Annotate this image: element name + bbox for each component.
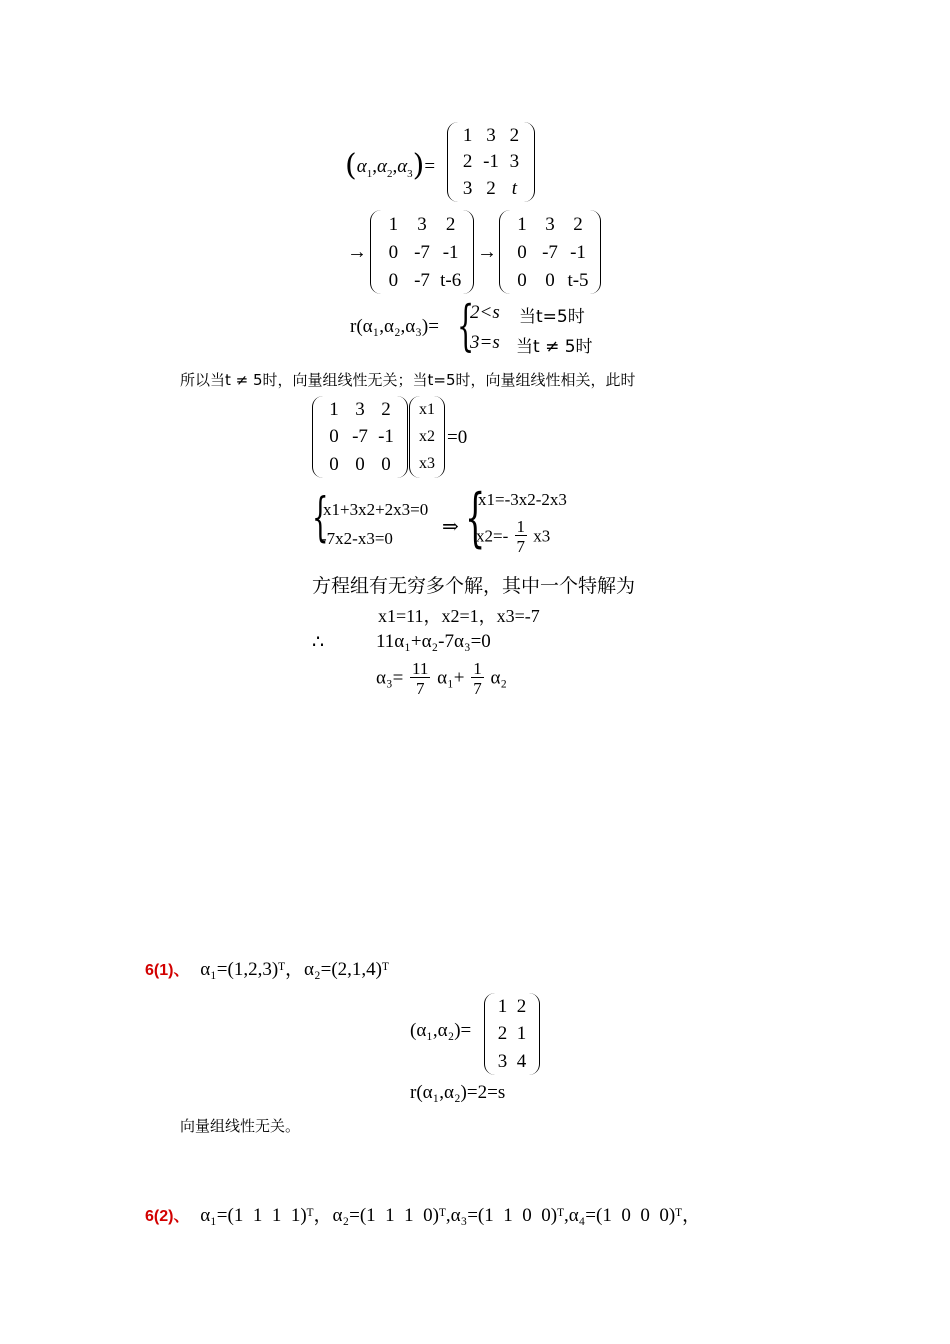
matrix-cell: -1 — [442, 241, 459, 263]
matrix-cell: 0 — [329, 426, 339, 448]
alpha3-end: α₂ — [490, 667, 508, 689]
alpha3-mid: α₁+ — [437, 667, 465, 689]
problem-separator: 、 — [173, 962, 190, 979]
matrix-cell: -1 — [570, 241, 586, 263]
conclusion-6-1: 向量组线性无关。 — [180, 1117, 301, 1135]
problem-given: α₁=(1,2,3)ᵀ，α₂=(2,1,4)ᵀ — [200, 959, 389, 980]
matrix-c — [499, 210, 601, 294]
rank-case-value: 2<s — [470, 302, 500, 323]
matrix-cell: 2 — [497, 1023, 508, 1045]
matrix-cell: -1 — [378, 426, 394, 448]
matrix-cell: 0 — [381, 453, 391, 475]
fraction — [515, 518, 528, 555]
matrix-cell: 2 — [462, 151, 473, 173]
fraction — [471, 660, 484, 697]
matrix-cell: 2 — [509, 124, 520, 146]
fraction-denominator: 7 — [516, 537, 525, 556]
implies-icon: ⇒ — [442, 516, 459, 538]
unknown-cell: x3 — [419, 455, 435, 473]
rank-case-condition: 当t=5时 — [519, 307, 585, 327]
brace-icon: { — [457, 294, 475, 357]
system-matrix — [312, 396, 408, 478]
matrix-cell: 0 — [545, 269, 555, 291]
brace-icon: { — [465, 481, 486, 555]
fraction-numerator: 1 — [516, 517, 525, 536]
unknown-vector — [409, 396, 445, 478]
matrix-cell: -7 — [542, 241, 558, 263]
rank-label: r(α₁,α₂,α₃)= — [350, 316, 439, 337]
matrix-cell: 0 — [355, 453, 365, 475]
matrix-cell: 3 — [486, 124, 496, 146]
solution-2 — [476, 518, 550, 555]
matrix-cell: -7 — [414, 269, 430, 291]
rank-case-condition: 当t ≠ 5时 — [516, 337, 593, 357]
matrix-a — [447, 122, 535, 202]
matrix-cell: 3 — [462, 178, 473, 200]
solution-1: x1=-3x2-2x3 — [478, 490, 567, 509]
matrix-cell: 3 — [509, 151, 520, 173]
matrix-cell: 0 — [517, 241, 527, 263]
arrow: → — [347, 241, 367, 263]
vector-tuple-label: $(\alpha_1,\alpha_2,\alpha_3)=$ — [345, 148, 436, 183]
solution-2-suffix: x3 — [533, 526, 551, 546]
rank-6-1: r(α₁,α₂)=2=s — [410, 1082, 506, 1103]
conclusion-text: 所以当t ≠ 5时，向量组线性无关；当t=5时，向量组线性相关，此时 — [180, 371, 636, 389]
matrix-cell: t-6 — [440, 269, 462, 291]
equation-2: -7x2-x3=0 — [321, 529, 393, 548]
matrix-cell: 3 — [497, 1050, 508, 1072]
matrix-cell: 3 — [417, 213, 427, 235]
matrix-cell: 1 — [516, 1023, 527, 1045]
arrow: → — [477, 241, 497, 263]
matrix-cell: 4 — [516, 1050, 527, 1072]
solution-2-prefix: x2=- — [476, 526, 509, 546]
matrix-cell: 2 — [516, 996, 527, 1018]
fraction-numerator: 11 — [412, 659, 429, 678]
matrix-cell: 2 — [573, 213, 583, 235]
matrix-cell: 2 — [445, 213, 456, 235]
alpha3-lhs: α₃= — [376, 667, 404, 689]
unknown-cell: x2 — [419, 427, 435, 445]
vector-pair-label: (α₁,α₂)= — [410, 1020, 472, 1041]
alpha3-expression — [376, 660, 507, 697]
problem-separator: 、 — [173, 1208, 190, 1225]
matrix-cell: 1 — [388, 213, 399, 235]
matrix-cell: -7 — [414, 241, 430, 263]
matrix-cell: 0 — [388, 269, 399, 291]
matrix-cell: -7 — [352, 426, 368, 448]
unknown-cell: x1 — [419, 400, 435, 418]
matrix-cell: 1 — [497, 996, 508, 1018]
matrix-cell: 1 — [329, 399, 339, 421]
matrix-cell: 2 — [381, 399, 391, 421]
problem-6-1-header — [145, 954, 389, 981]
matrix-b — [370, 210, 474, 294]
matrix-cell: 0 — [329, 453, 339, 475]
problem-label: 6(2) — [145, 1208, 174, 1225]
matrix-cell: t-5 — [567, 269, 589, 291]
brace-icon: { — [312, 488, 329, 548]
matrix-cell: 1 — [462, 124, 473, 146]
matrix-cell: 1 — [517, 213, 527, 235]
problem-6-2-header — [145, 1200, 701, 1227]
matrix-cell: 0 — [517, 269, 527, 291]
infinite-solutions-text: 方程组有无穷多个解，其中一个特解为 — [312, 575, 636, 597]
matrix-cell: t — [511, 178, 517, 200]
problem-label: 6(1) — [145, 962, 174, 979]
fraction-numerator: 1 — [473, 659, 482, 678]
matrix-cell: -1 — [483, 151, 499, 173]
fraction-denominator: 7 — [473, 679, 482, 698]
fraction — [410, 660, 430, 697]
therefore-icon: ∴ — [312, 632, 325, 653]
matrix-cell: 3 — [545, 213, 555, 235]
problem-given: α₁=(1 1 1 1)ᵀ，α₂=(1 1 1 0)ᵀ,α₃=(1 1 0 0)ᵀ,α₄=(1 0 0 0)ᵀ， — [200, 1205, 702, 1226]
equation-1: x1+3x2+2x3=0 — [323, 500, 429, 519]
matrix-cell: 2 — [486, 178, 496, 200]
fraction-denominator: 7 — [415, 679, 425, 698]
matrix-cell: 0 — [388, 241, 399, 263]
linear-relation: 11α₁+α₂-7α₃=0 — [376, 631, 491, 652]
particular-solution: x1=11，x2=1，x3=-7 — [378, 606, 540, 626]
matrix-cell: 3 — [355, 399, 365, 421]
equals-zero: =0 — [447, 427, 468, 448]
rank-case-value: 3=s — [470, 332, 500, 353]
matrix-6-1 — [484, 993, 540, 1075]
